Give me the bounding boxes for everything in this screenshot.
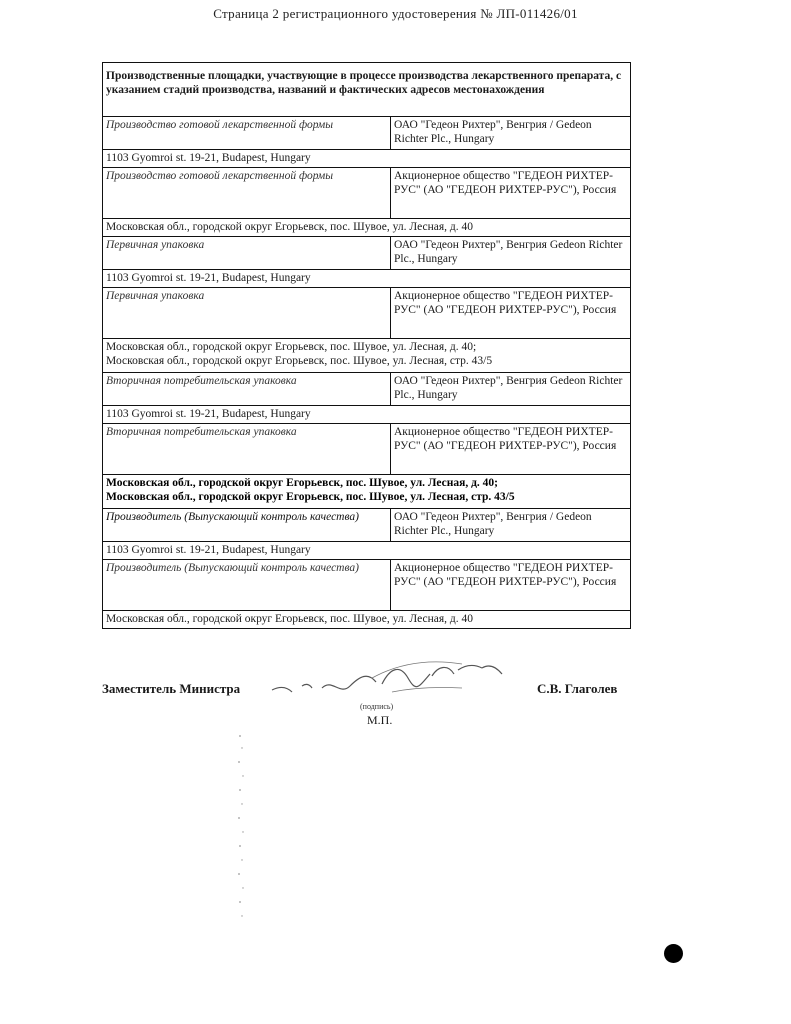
table-row [103, 542, 631, 560]
stage-cell: Производство готовой лекарственной формы [103, 168, 391, 219]
manufacturer-cell: ОАО "Гедеон Рихтер", Венгрия / Gedeon Richter Plc., Hungary [391, 509, 631, 542]
address-line: 1103 Gyomroi st. 19-21, Budapest, Hungary [106, 152, 311, 164]
table-row [103, 270, 631, 288]
table-row [103, 117, 631, 150]
manufacturer-cell: ОАО "Гедеон Рихтер", Венгрия Gedeon Richter Plc., Hungary [391, 373, 631, 406]
address-line: Московская обл., городской округ Егорьевск, пос. Шувое, ул. Лесная, д. 40 [106, 221, 473, 233]
address-line: 1103 Gyomroi st. 19-21, Budapest, Hungary [106, 544, 311, 556]
address-line: Московская обл., городской округ Егорьевск, пос. Шувое, ул. Лесная, стр. 43/5 [106, 355, 493, 367]
manufacturer-cell: Акционерное общество "ГЕДЕОН РИХТЕР-РУС" (АО "ГЕДЕОН РИХТЕР-РУС"), Россия [391, 560, 631, 611]
table-row [103, 168, 631, 219]
signatory-name: С.В. Глаголев [537, 681, 618, 696]
address-line: Московская обл., городской округ Егорьевск, пос. Шувое, ул. Лесная, д. 40 [106, 613, 473, 625]
page-header: Страница 2 регистрационного удостоверения № ЛП-011426/01 [213, 6, 578, 21]
address-line: 1103 Gyomroi st. 19-21, Budapest, Hungary [106, 272, 311, 284]
address-line: Московская обл., городской округ Егорьевск, пос. Шувое, ул. Лесная, д. 40; [106, 477, 499, 489]
table-row [103, 611, 631, 629]
table-row [103, 288, 631, 339]
table-row [103, 373, 631, 406]
manufacturer-cell: ОАО "Гедеон Рихтер", Венгрия / Gedeon Richter Plc., Hungary [391, 117, 631, 150]
table-row [103, 560, 631, 611]
address-line: 1103 Gyomroi st. 19-21, Budapest, Hungary [106, 408, 311, 420]
address-cell [103, 542, 631, 560]
address-cell [103, 475, 631, 509]
address-cell [103, 270, 631, 288]
address-cell [103, 219, 631, 237]
table-row [103, 406, 631, 424]
table-row [103, 424, 631, 475]
table-row [103, 219, 631, 237]
stage-cell: Производитель (Выпускающий контроль качества) [103, 509, 391, 542]
manufacturer-cell: Акционерное общество "ГЕДЕОН РИХТЕР-РУС" (АО "ГЕДЕОН РИХТЕР-РУС"), Россия [391, 288, 631, 339]
manufacturer-cell: Акционерное общество "ГЕДЕОН РИХТЕР-РУС" (АО "ГЕДЕОН РИХТЕР-РУС"), Россия [391, 168, 631, 219]
address-cell [103, 150, 631, 168]
stamp-placeholder: М.П. [367, 713, 393, 727]
address-cell [103, 339, 631, 373]
manufacturer-cell: ОАО "Гедеон Рихтер", Венгрия Gedeon Richter Plc., Hungary [391, 237, 631, 270]
table-row [103, 150, 631, 168]
table-row [103, 475, 631, 509]
hole-punch-mark [664, 944, 683, 963]
table-heading: Производственные площадки, участвующие в процессе производства лекарственного препарата, с указанием стадий производства, названий и фактических адресов местонахождения [103, 63, 631, 117]
address-line: Московская обл., городской округ Егорьевск, пос. Шувое, ул. Лесная, стр. 43/5 [106, 491, 515, 503]
signature-caption: (подпись) [360, 702, 394, 711]
stage-cell: Первичная упаковка [103, 237, 391, 270]
manufacturer-cell: Акционерное общество "ГЕДЕОН РИХТЕР-РУС" (АО "ГЕДЕОН РИХТЕР-РУС"), Россия [391, 424, 631, 475]
stage-cell: Вторичная потребительская упаковка [103, 424, 391, 475]
stage-cell: Производитель (Выпускающий контроль качества) [103, 560, 391, 611]
table-row [103, 339, 631, 373]
stage-cell: Вторичная потребительская упаковка [103, 373, 391, 406]
stage-cell: Производство готовой лекарственной формы [103, 117, 391, 150]
address-cell [103, 611, 631, 629]
address-cell [103, 406, 631, 424]
signature-scribble [262, 648, 522, 708]
stage-cell: Первичная упаковка [103, 288, 391, 339]
address-line: Московская обл., городской округ Егорьевск, пос. Шувое, ул. Лесная, д. 40; [106, 341, 477, 353]
manufacturing-sites-table [102, 62, 631, 629]
table-row [103, 237, 631, 270]
signatory-position: Заместитель Министра [102, 681, 241, 696]
scan-speckle-marks [228, 732, 258, 932]
table-row [103, 509, 631, 542]
